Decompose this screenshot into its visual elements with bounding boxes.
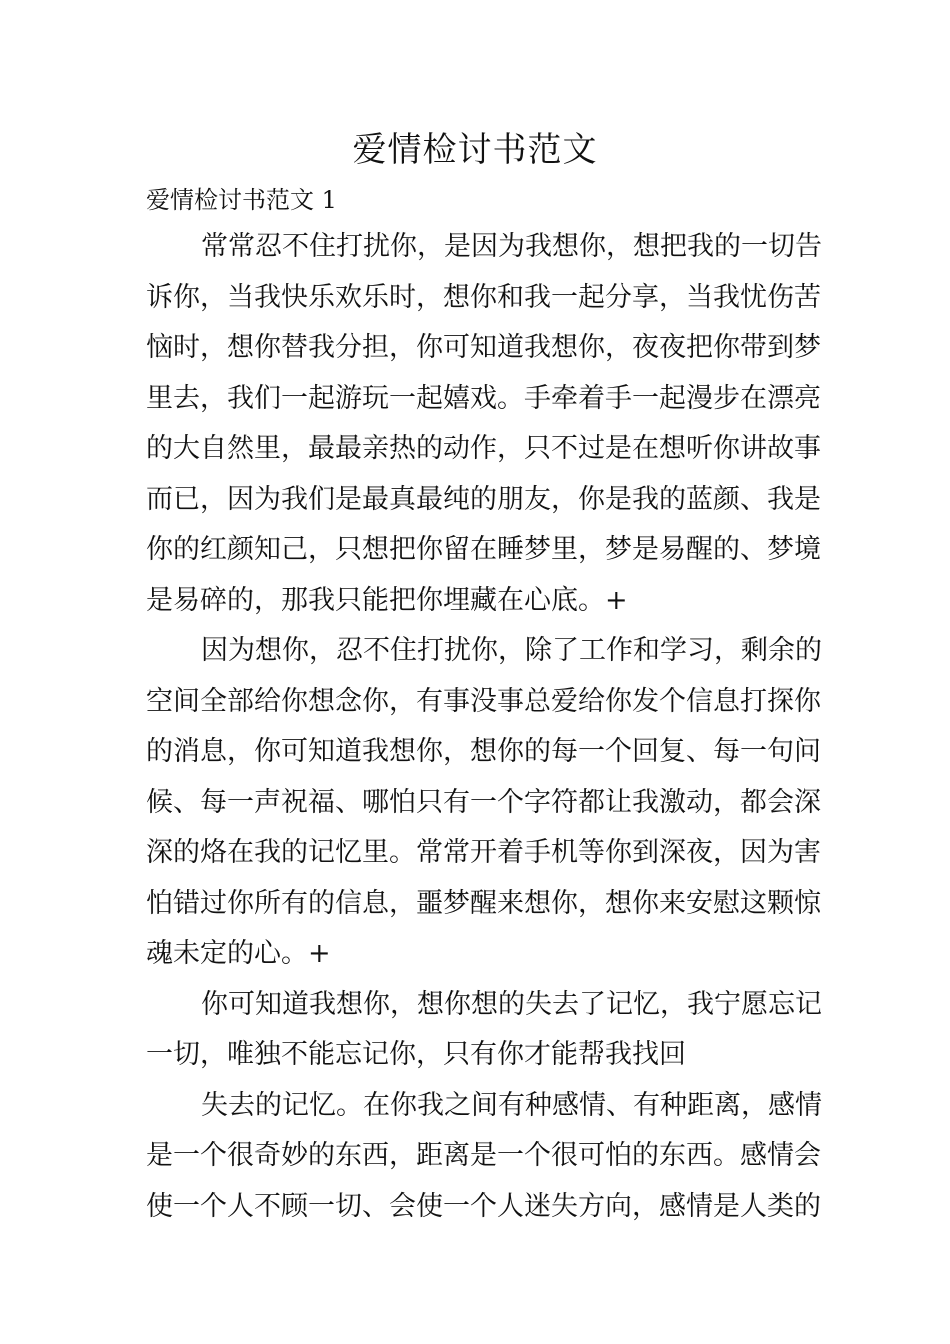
paragraph-line: 因为想你，忍不住打扰你，除了工作和学习，剩余的	[201, 635, 822, 666]
document-subtitle: 爱情检讨书范文 1	[146, 186, 337, 214]
paragraph-line: 恼时，想你替我分担，你可知道我想你，夜夜把你带到梦	[146, 332, 821, 363]
paragraph-line: 候、每一声祝福、哪怕只有一个字符都让我激动，都会深	[146, 786, 821, 818]
paragraph-line: 一切，唯独不能忘记你，只有你才能帮我找回	[146, 1039, 686, 1070]
paragraph-line: 空间全部给你想念你，有事没事总爱给你发个信息打探你	[146, 685, 821, 717]
paragraph-2	[146, 626, 822, 980]
paragraph-line: 诉你，当我快乐欢乐时，想你和我一起分享，当我忧伤苦	[146, 281, 821, 313]
paragraph-line: 是一个很奇妙的东西，距离是一个很可怕的东西。感情会	[146, 1140, 821, 1171]
paragraph-line: 失去的记忆。在你我之间有种感情、有种距离，感情	[201, 1089, 822, 1121]
paragraph-line: 你可知道我想你，想你想的失去了记忆，我宁愿忘记	[201, 988, 822, 1020]
paragraph-3	[146, 980, 822, 1081]
paragraph-line: 的消息，你可知道我想你，想你的每一个回复、每一句问	[146, 736, 821, 767]
paragraph-line: 是易碎的，那我只能把你埋藏在心底。+	[146, 584, 628, 616]
paragraph-line: 使一个人不顾一切、会使一个人迷失方向，感情是人类的	[146, 1190, 821, 1222]
paragraph-line: 里去，我们一起游玩一起嬉戏。手牵着手一起漫步在漂亮	[146, 382, 821, 414]
paragraph-line: 的大自然里，最最亲热的动作，只不过是在想听你讲故事	[146, 433, 821, 464]
document-title: 爱情检讨书范文	[352, 130, 598, 170]
paragraph-line: 常常忍不住打扰你，是因为我想你，想把我的一切告	[201, 231, 822, 262]
paragraph-line: 魂未定的心。+	[146, 938, 331, 969]
paragraph-line: 怕错过你所有的信息，噩梦醒来想你，想你来安慰这颗惊	[146, 887, 821, 919]
paragraph-line: 而已，因为我们是最真最纯的朋友，你是我的蓝颜、我是	[146, 483, 821, 515]
paragraph-line: 深的烙在我的记忆里。常常开着手机等你到深夜，因为害	[146, 837, 821, 868]
paragraph-1	[146, 222, 822, 626]
document-body	[146, 222, 822, 1232]
paragraph-4	[146, 1081, 822, 1233]
paragraph-line: 你的红颜知己，只想把你留在睡梦里，梦是易醒的、梦境	[146, 534, 821, 565]
